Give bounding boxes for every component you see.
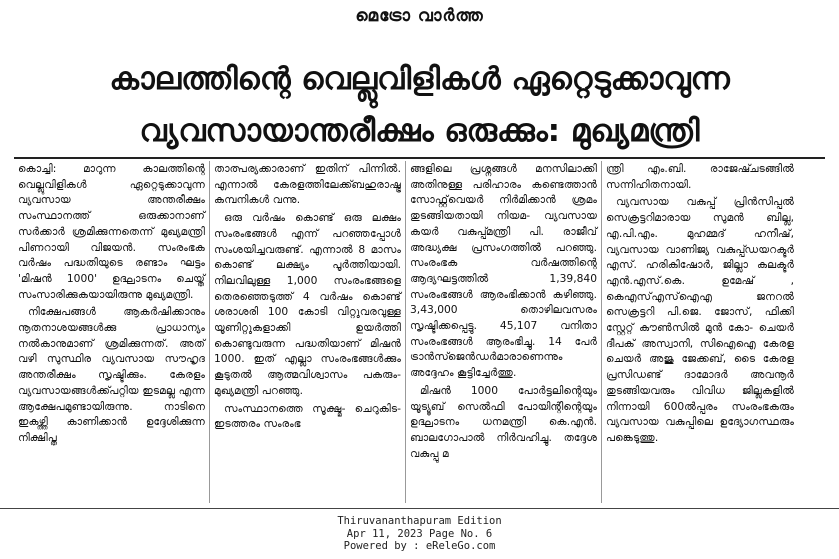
article-body [14, 161, 825, 503]
paragraph: മിഷൻ 1000 പോർട്ടലിന്റെയും യൂട്യൂബ് സെൽഫി പോയിന്റിന്റെയും ഉദ്ഘാടനം ധനമന്ത്രി കെ.എൻ. ബാലഗോപാൽ നിർവഹിച്ചു. തദ്ദേശ വകുപ്പു മ [410, 383, 597, 460]
headline-divider [14, 157, 825, 159]
paragraph: താത്പര്യക്കാരാണ് ഇതിന് പിന്നിൽ. എന്നാൽ കേരളത്തിലേക്ക്ബഹുരാഷ്ട്ര കമ്പനികൾ വന്നു. [214, 162, 401, 207]
headline-line-1: കാലത്തിന്റെ വെല്ലുവിളികൾ ഏറ്റെടുക്കാവുന്ന [109, 61, 730, 97]
paragraph: കൊച്ചി: മാറുന്ന കാലത്തിന്റെ വെല്ലുവിളികൾ ഏറ്റെടുക്കാവുന്ന വ്യവസായ അന്തരീക്ഷം സംസ്ഥാനത്ത് ഒരുക്കാനാണ് സർക്കാർ ശ്രമിക്കുന്നതെന്ന് മുഖ്യമന്ത്രി പിണറായി വിജയൻ. സംരംഭക വർഷം പദ്ധതിയുടെ രണ്ടാം ഘട്ടം 'മിഷൻ 1000' ഉദ്ഘാടനം ചെയ്ത് സംസാരിക്കുകയായിരുന്നു മുഖ്യമന്ത്രി. [18, 162, 205, 301]
date-page: Apr 11, 2023 Page No. 6 [346, 527, 493, 540]
article-column-1 [14, 161, 210, 503]
paragraph: ന്ത്രി എം.ബി. രാജേഷ്ചടങ്ങിൽ സന്നിഹിതനായി. [606, 162, 794, 191]
paragraph: നിക്ഷേപങ്ങൾ ആകർഷിക്കാനും നൂതനാശയങ്ങൾക്കു പ്രാധാന്യം നൽകാനുമാണ് ശ്രമിക്കുന്നത്. അത് വഴി സുസ്ഥിര വ്യവസായ സൗഹൃദ അന്തരീക്ഷം സൃഷ്ടിക്കും. കേരളം വ്യവസായങ്ങൾക്ക്പറ്റിയ ഇടമല്ല എന്ന ആക്ഷേപമുണ്ടായിരുന്നു. നാടിനെ ഇകഴ്ത്തി കാണിക്കാൻ ഉദ്ദേശിക്കുന്ന നിക്ഷിപ്ത [18, 305, 205, 444]
edition-footer [0, 508, 839, 553]
paragraph: സംസ്ഥാനത്തെ സൂക്ഷ്മ- ചെറുകിട- ഇടത്തരം സംരംഭ [214, 401, 401, 431]
paragraph: വ്യവസായ വകുപ്പ് പ്രിൻസിപ്പൽ സെക്രട്ടറിമാരായ സുമൻ ബില്ല, എ.പി.എം. മുഹമ്മദ് ഹനീഷ്, വ്യവസായ വാണിജ്യ വകുപ്പ്ഡയറക്ടർ എസ്. ഹരികിഷോർ, ജില്ലാ കലക്ടർ എൻ.എസ്.കെ. ഉമേഷ് , കെഎസ്എസ്ഐഎ ജനറൽ സെക്രട്ടറി പി.ജെ. ജോസ്, ഫിക്കി സ്റ്റേറ്റ് കൗൺസിൽ മുൻ കോ- ചെയർ ദീപക് അസ്വാനി, സിഐഐ കേരള ചെയർ അജു ജേക്കബ്, ടൈ കേരള പ്രസിഡണ്ട് ദാമോദർ അവനൂർ തുടങ്ങിയവരും വിവിധ ജില്ലകളിൽ നിന്നായി 600ൽപ്പരം സംരംഭകരും വ്യവസായ വകുപ്പിലെ ഉദ്യോഗസ്ഥരും പങ്കെടുത്തു. [606, 195, 794, 444]
article-column-3 [406, 161, 602, 503]
paragraph: ങ്ങളിലെ പ്രശ്നങ്ങൾ മനസിലാക്കി അതിനുള്ള പരിഹാരം കണ്ടെത്താൻ സോഫ്റ്റ്‌വെയർ നിർമിക്കാൻ ശ്രമം തുടങ്ങിയതായി നിയമ- വ്യവസായ കയർ വകുപ്പ്മന്ത്രി പി. രാജീവ് അദ്ധ്യക്ഷ പ്രസംഗത്തിൽ പറഞ്ഞു. സംരംഭക വർഷത്തിന്റെ ആദ്യഘട്ടത്തിൽ 1,39,840 സംരംഭങ്ങൾ ആരംഭിക്കാൻ കഴിഞ്ഞു. 3,43,000 തൊഴിലവസരം സൃഷ്ടിക്കപ്പെട്ടു. 45,107 വനിതാ സംരംഭങ്ങൾ ആരംഭിച്ചു. 14 പേർ ട്രാൻസ്ജെൻഡർമാരാണെന്നും അദ്ദേഹം കൂട്ടിച്ചേർത്തു. [410, 162, 597, 380]
paragraph: ഒരു വർഷം കൊണ്ട് ഒരു ലക്ഷം സംരംഭങ്ങൾ എന്ന് പറഞ്ഞപ്പോൾ സംശയിച്ചവരുണ്ട്. എന്നാൽ 8 മാസം കൊണ്ട് ലക്ഷ്യം പൂർത്തിയായി. നിലവിലുള്ള 1,000 സംരംഭങ്ങളെ തെരഞ്ഞെടുത്ത് 4 വർഷം കൊണ്ട് ശരാശരി 100 കോടി വിറ്റുവരവുള്ള യൂണിറ്റുകളാക്കി ഉയർത്തി കൊണ്ടുവരുന്ന പദ്ധതിയാണ് മിഷൻ 1000. ഇത് എല്ലാ സംരംഭങ്ങൾക്കും കൂടുതൽ ആത്മവിശ്വാസം പകരും- മുഖ്യമന്ത്രി പറഞ്ഞു. [214, 211, 401, 397]
article-column-4 [602, 161, 798, 503]
edition-name: Thiruvananthapuram Edition [337, 515, 502, 527]
powered-by: Powered by : eReleGo.com [343, 540, 496, 552]
masthead: മെട്രോ വാർത്ത [355, 6, 484, 26]
article-column-2 [210, 161, 406, 503]
headline-line-2: വ്യവസായാന്തരീക്ഷം ഒരുക്കും: മുഖ്യമന്ത്രി [139, 113, 700, 149]
